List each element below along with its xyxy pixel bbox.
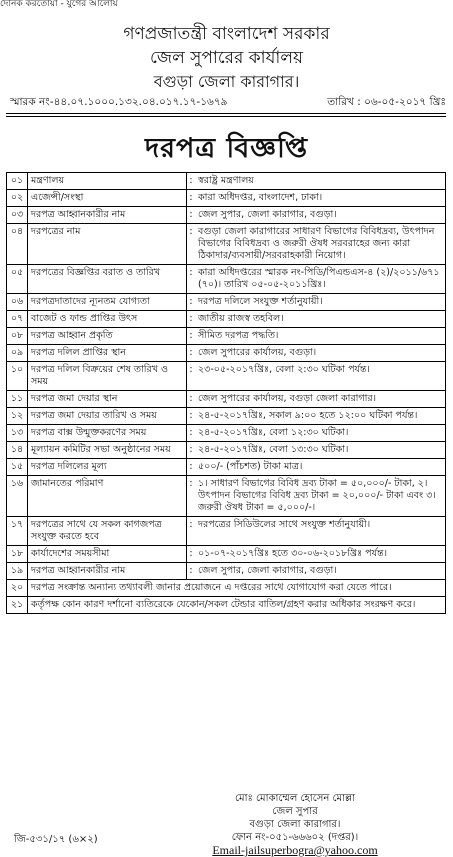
table-row [7, 563, 446, 580]
row-label: মূল্যায়ন কমিটির সভা অনুষ্ঠানের সময় [28, 442, 187, 459]
office-location: বগুড়া জেলা কারাগার। [153, 72, 300, 91]
table-row [7, 459, 446, 476]
phone-number: ফোন নং-০৫১-৬৬৬০২ (দপ্তর)। [231, 832, 359, 843]
notice-title: দরপত্র বিজ্ঞপ্তি [144, 133, 309, 164]
row-note: দরপত্র সংক্রান্ত অন্যান্য তথ্যাবলী জানার প্রয়োজনে এ দপ্তরের সাথে যোগাযোগ করা যেতে পারে। [28, 580, 446, 597]
government-title: গণপ্রজাতন্ত্রী বাংলাদেশ সরকার [123, 24, 330, 44]
row-value: ১। সাধারণ বিভাগের বিবিধ দ্রব্য টাকা = ৫০,০০০/- টাকা, ২। উৎপাদন বিভাগের বিবিধ দ্রব্য টাকা = ২০,০০০/- টাকা এবং ৩। জরুরী ঔষধ টাকা = ৫,০০০/-। [195, 476, 446, 517]
row-number: ১২ [7, 408, 28, 425]
row-note: কর্তৃপক্ষ কোন কারণ দর্শানো ব্যতিরেকে যেকোন/সকল টেন্ডার বাতিল/গ্রহণ করার অধিকার সংরক্ষণ করে। [28, 597, 446, 614]
row-number: ১০ [7, 362, 28, 391]
row-label: দরপত্র আহ্বানকারীর নাম [28, 563, 187, 580]
row-value: কারা অধিদপ্তরের স্মারক নং-পিডি/পিএন্ডএস-৪ (২)/২০১১/৬৭১ (৭০)। তারিখ ০৫-০৫-২০১১খ্রিঃ। [195, 265, 446, 294]
email-link[interactable]: Email-jailsuperbogra@yahoo.com [212, 843, 378, 857]
header [0, 22, 453, 94]
row-value: ২৪-৫-২০১৭খ্রিঃ, বেলা ১৩:৩০ ঘটিকা। [195, 442, 446, 459]
row-number: ১৭ [7, 517, 28, 546]
row-number: ২০ [7, 580, 28, 597]
row-number: ০৩ [7, 207, 28, 224]
row-separator: : [187, 425, 196, 442]
row-separator: : [187, 459, 196, 476]
row-separator: : [187, 190, 196, 207]
table-row [7, 328, 446, 345]
table-row [7, 362, 446, 391]
row-label: দরপত্রদাতাদের ন্যূনতম যোগ্যতা [28, 294, 187, 311]
row-label: জামানতের পরিমাণ [28, 476, 187, 517]
table-row [7, 207, 446, 224]
row-label: বাজেট ও ফান্ড প্রাপ্তির উৎস [28, 311, 187, 328]
table-row [7, 476, 446, 517]
table-row [7, 345, 446, 362]
signature-block [170, 792, 420, 857]
row-separator: : [187, 345, 196, 362]
row-label: দরপত্র জমা দেয়ার তারিখ ও সময় [28, 408, 187, 425]
table-row [7, 294, 446, 311]
table-row [7, 391, 446, 408]
row-separator: : [187, 408, 196, 425]
row-number: ১৩ [7, 425, 28, 442]
row-separator: : [187, 328, 196, 345]
row-number: ১৮ [7, 546, 28, 563]
table-row [7, 265, 446, 294]
row-separator: : [187, 442, 196, 459]
row-label: দরপত্র বাক্স উন্মুক্তকরণের সময় [28, 425, 187, 442]
row-number: ১৪ [7, 442, 28, 459]
row-value: ২৩-০৫-২০১৭খ্রিঃ, বেলা ২:৩০ ঘটিকা পর্যন্ত। [195, 362, 446, 391]
row-separator: : [187, 173, 196, 190]
table-row [7, 311, 446, 328]
footer [0, 793, 453, 857]
row-separator: : [187, 265, 196, 294]
row-label: মন্ত্রণালয় [28, 173, 187, 190]
office-title: জেল সুপারের কার্যালয় [149, 48, 304, 68]
row-value: ২৪-৫-২০১৭খ্রিঃ, সকাল ৯:০০ হতে ১২:০০ ঘটিকা পর্যন্ত। [195, 408, 446, 425]
row-number: ১৫ [7, 459, 28, 476]
row-separator: : [187, 294, 196, 311]
divider [6, 116, 446, 117]
signatory-designation: জেল সুপার [272, 806, 318, 817]
row-number: ১৬ [7, 476, 28, 517]
row-value: দরপত্র দলিলে সংযুক্ত শর্তানুযায়ী। [195, 294, 446, 311]
row-label: দরপত্রের সাথে যে সকল কাগজপত্র সংযুক্ত করতে হবে [28, 517, 187, 546]
row-number: ১১ [7, 391, 28, 408]
row-separator: : [187, 517, 196, 546]
tender-table [6, 172, 446, 614]
row-label: কার্যাদেশের সময়সীমা [28, 546, 187, 563]
memo-reference: স্মারক নং-৪৪.০৭.১০০০.১৩২.০৪.০১৭.১৭-১৬৭৯ [10, 96, 228, 108]
row-label: দরপত্র আহ্বানকারীর নাম [28, 207, 187, 224]
row-separator: : [187, 546, 196, 563]
row-number: ০৯ [7, 345, 28, 362]
row-label: এজেন্সী/সংস্থা [28, 190, 187, 207]
table-row [7, 173, 446, 190]
row-value: স্বরাষ্ট্র মন্ত্রণালয় [195, 173, 446, 190]
table-row [7, 425, 446, 442]
top-cut-text: দৈনিক করতোয়া - যুগের আলোয় [0, 0, 118, 8]
table-row [7, 408, 446, 425]
row-value: জেল সুপার, জেলা কারাগার, বগুড়া। [195, 563, 446, 580]
memo-row [10, 95, 446, 112]
divider [6, 113, 446, 114]
row-value: জেল সুপারের কার্যালয়, বগুড়া জেলা কারাগার। [195, 391, 446, 408]
row-number: ০৮ [7, 328, 28, 345]
table-row [7, 597, 446, 614]
row-label: দরপত্র জমা দেয়ার স্থান [28, 391, 187, 408]
row-label: দরপত্র দলিল বিক্রয়ের শেষ তারিখ ও সময় [28, 362, 187, 391]
row-separator: : [187, 563, 196, 580]
table-row [7, 190, 446, 207]
table-row [7, 442, 446, 459]
row-label: দরপত্রের নাম [28, 224, 187, 265]
row-value: বগুড়া জেলা কারাগারের সাধারণ বিভাগের বিবিধদ্রব্য, উৎপাদন বিভাগের বিবিধদ্রব্য ও জরুরী ঔষধ সরবরাহের জন্য কারা ঠিকাদার/ব্যবসায়ী/সরবরাহকারী নিয়োগ। [195, 224, 446, 265]
table-row [7, 224, 446, 265]
row-number: ০৭ [7, 311, 28, 328]
row-label: দরপত্র দলিল প্রাপ্তির স্থান [28, 345, 187, 362]
row-number: ০৪ [7, 224, 28, 265]
row-value: জেল সুপারের কার্যালয়, বগুড়া। [195, 345, 446, 362]
row-value: কারা অধিদপ্তর, বাংলাদেশ, ঢাকা। [195, 190, 446, 207]
row-separator: : [187, 476, 196, 517]
signatory-office: বগুড়া জেলা কারাগার। [249, 819, 341, 830]
row-separator: : [187, 362, 196, 391]
row-number: ২১ [7, 597, 28, 614]
table-row [7, 517, 446, 546]
row-separator: : [187, 224, 196, 265]
row-value: দরপত্রের সিডিউলের সাথে সংযুক্ত শর্তানুযায়ী। [195, 517, 446, 546]
row-value: ০১-০৭-২০১৭খ্রিঃ হতে ৩০-০৬-২০১৮খ্রিঃ পর্যন্ত। [195, 546, 446, 563]
row-number: ০৫ [7, 265, 28, 294]
row-number: ০৬ [7, 294, 28, 311]
row-value: সীমিত দরপত্র পদ্ধতি। [195, 328, 446, 345]
row-value: জেল সুপার, জেলা কারাগার, বগুড়া। [195, 207, 446, 224]
row-value: ৫০০/- (পাঁচশত) টাকা মাত্র। [195, 459, 446, 476]
row-value: ২৪-৫-২০১৭খ্রিঃ, বেলা ১২:৩০ ঘটিকা। [195, 425, 446, 442]
row-separator: : [187, 207, 196, 224]
table-row [7, 580, 446, 597]
row-label: দরপত্র দলিলের মূল্য [28, 459, 187, 476]
signatory-name: মোঃ মোকাম্মেল হোসেন মোল্লা [234, 793, 355, 804]
row-label: দরপত্র আহ্বান প্রকৃতি [28, 328, 187, 345]
row-value: জাতীয় রাজস্ব তহবিল। [195, 311, 446, 328]
row-label: দরপত্রের বিজ্ঞপ্তির বরাত ও তারিখ [28, 265, 187, 294]
g-code: জি-৫৩১/১৭ (৬×২) [14, 834, 98, 845]
row-number: ০২ [7, 190, 28, 207]
row-separator: : [187, 391, 196, 408]
row-number: ০১ [7, 173, 28, 190]
row-separator: : [187, 311, 196, 328]
row-number: ১৯ [7, 563, 28, 580]
table-row [7, 546, 446, 563]
memo-date: তারিখ : ০৬-০৫-২০১৭ খ্রিঃ [327, 96, 446, 108]
